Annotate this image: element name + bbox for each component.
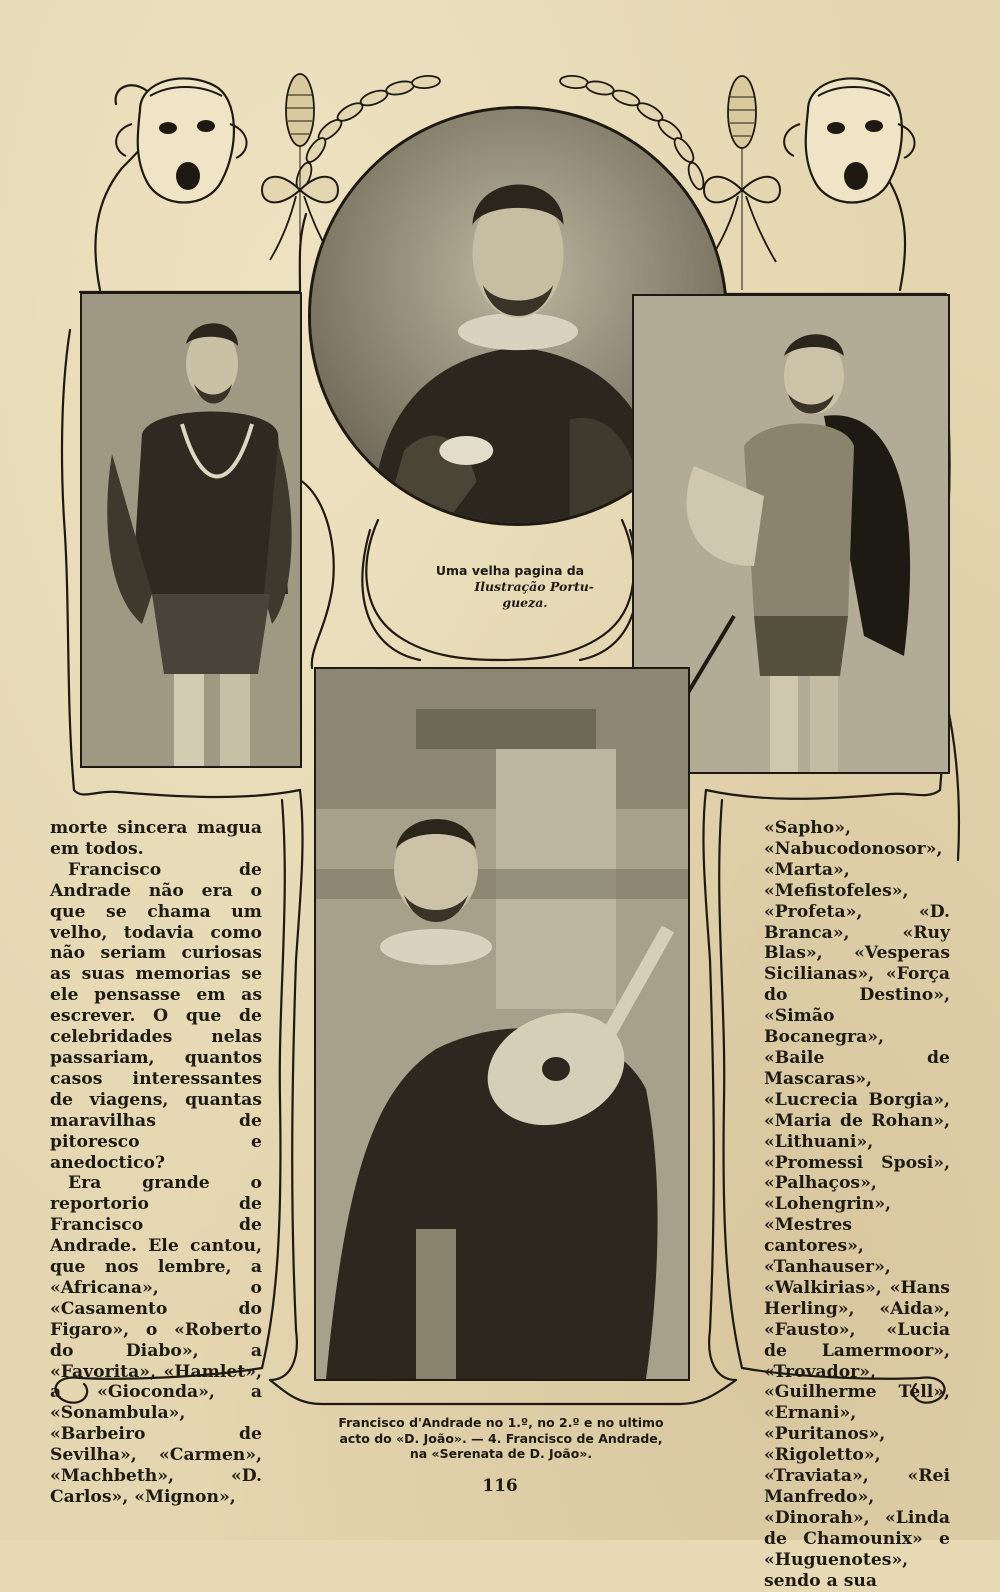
caption-top-line1: Uma velha pagina da	[435, 563, 585, 578]
article-column-right	[764, 818, 950, 1592]
article-column-left	[50, 818, 262, 1508]
paragraph: morte sincera magua em todos.	[50, 818, 262, 859]
paragraph: «Sapho», «Nabucodonosor», «Marta», «Mefistofeles», «Profeta», «D. Branca», «Ruy Blas», «Vesperas Sicilianas», «Força do Destino», «Simão Bocanegra», «Baile de Mascaras», «Lucrecia Borgia», «Maria de Rohan», «Lithuani», «Promessi Sposi», «Palhaços», «Lohengrin», «Mestres cantores», «Tanhauser», «Walkirias», «Hans Herling», «Aida», «Fausto», «Lucia de Lamermoor», «Trovador», «Guilherme Tell», «Ernani», «Puritanos», «Rigoletto», «Traviata», «Rei Manfredo», «Dinorah», «Linda de Chamounix» e «Huguenotes», sendo a sua	[764, 818, 950, 1591]
paragraph: Francisco de Andrade não era o que se chama um velho, todavia como não seriam curiosas as suas memorias se ele pensasse em as escrever. O que de celebridades nelas passariam, quantos casos interessantes de viagens, quantas maravilhas de pitoresco e anedoctico?	[50, 859, 262, 1173]
photo-singer-serenade-lute	[314, 667, 690, 1381]
caption-old-page	[420, 563, 600, 611]
photo-singer-costume-left	[80, 292, 302, 768]
page-number: 116	[482, 1476, 518, 1496]
caption-top-line3: gueza.	[502, 595, 548, 610]
paragraph: Era grande o reportorio de Francisco de Andrade. Ele cantou, que nos lembre, a «Africana», o «Casamento do Figaro», o «Roberto do Diabo», a «Favorita», «Hamlet», a «Gioconda», a «Sonambula», «Barbeiro de Sevilha», «Carmen», «Machbeth», «D. Carlos», «Mignon»,	[50, 1173, 262, 1507]
caption-photos: Francisco d'Andrade no 1.º, no 2.º e no ultimo acto do «D. João». — 4. Francisco de Andrade, na «Serenata de D. João».	[338, 1415, 664, 1461]
caption-top-line2: Ilustração Portu-	[474, 579, 594, 594]
